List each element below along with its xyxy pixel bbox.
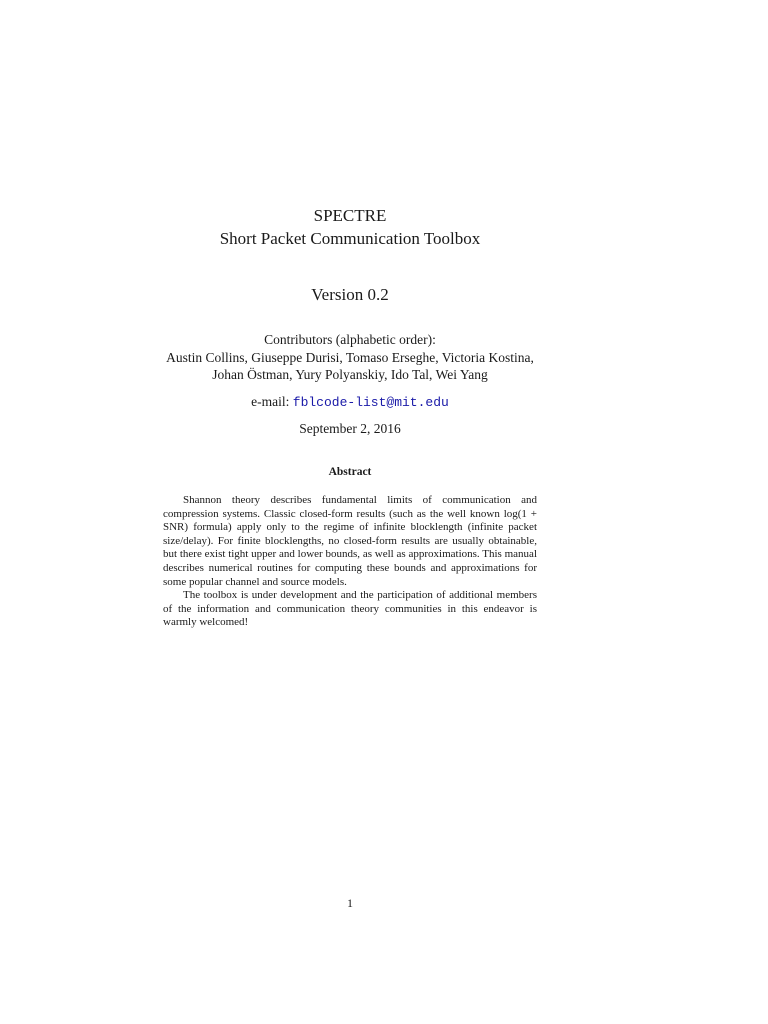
abstract-paragraph-1: Shannon theory describes fundamental limits of communication and compression systems. Classic closed-form results (such as the well known log(1 + SNR) formula) apply only to the regime of infinite blocklength (infinite packet size/delay). For finite blocklengths, no closed-form results are usually obtainable, but there exist tight upper and lower bounds, as well as approximations. This manual describes numerical routines for computing these bounds and approximations for some popular channel and source models.	[163, 494, 537, 588]
document-title: SPECTRE	[313, 206, 387, 225]
contributors-list-line-1: Austin Collins, Giuseppe Durisi, Tomaso Erseghe, Victoria Kostina,	[166, 349, 534, 365]
email-label: e-mail:	[251, 394, 290, 409]
contributors-list-line-2: Johan Östman, Yury Polyanskiy, Ido Tal, Wei Yang	[212, 367, 488, 382]
document-subtitle: Short Packet Communication Toolbox	[219, 229, 481, 248]
abstract-paragraph-2: The toolbox is under development and the participation of additional members of the information and communication theory communities in this endeavor is warmly welcomed!	[163, 589, 537, 629]
email-link[interactable]: fblcode-list@mit.edu	[292, 395, 449, 410]
document-date: September 2, 2016	[299, 421, 401, 436]
contributors-label: Contributors (alphabetic order):	[264, 332, 436, 347]
page-number: 1	[347, 896, 353, 910]
version-label: Version 0.2	[311, 285, 389, 304]
email-line	[0, 393, 700, 412]
abstract-body	[163, 494, 537, 630]
abstract-heading: Abstract	[328, 466, 372, 478]
